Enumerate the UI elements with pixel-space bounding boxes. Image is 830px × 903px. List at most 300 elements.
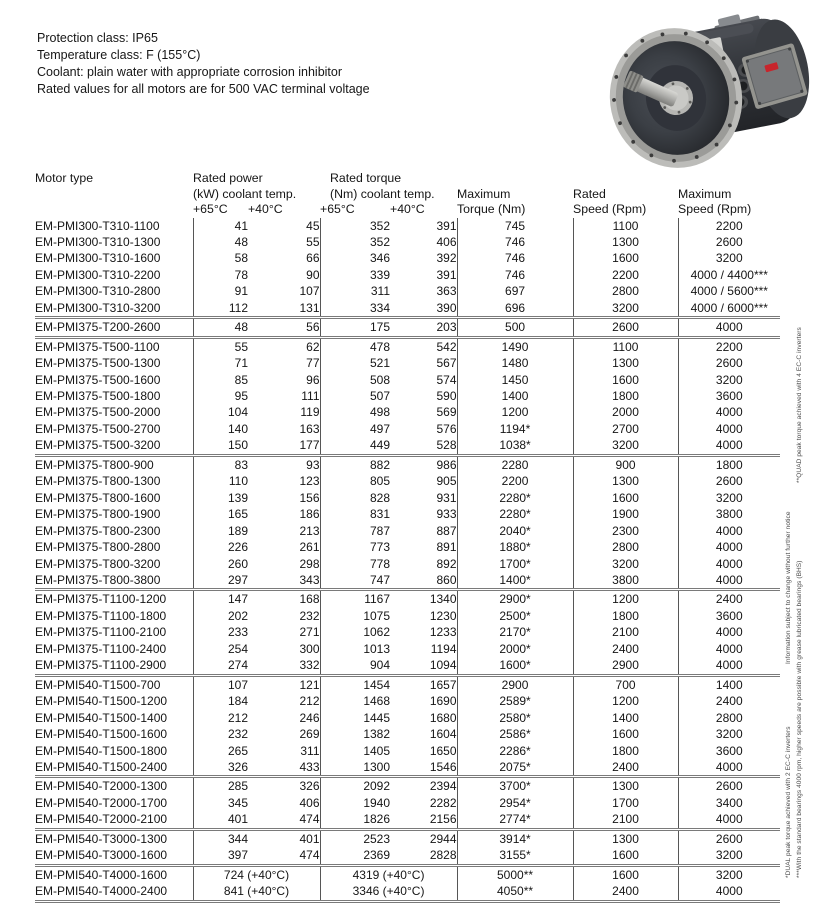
value-cell: 83 xyxy=(193,455,248,473)
header-max-speed-1: Maximum xyxy=(678,186,732,201)
value-cell: 724 (+40°C) xyxy=(193,865,320,883)
value-cell: 401 xyxy=(193,811,248,829)
value-cell: 391 xyxy=(436,267,457,282)
value-cell: 41 xyxy=(193,218,248,234)
value-cell: 4000 xyxy=(678,523,780,539)
value-cell: 1400 xyxy=(457,388,573,404)
value-cell: 746 xyxy=(457,250,573,266)
value-cell: 3600 xyxy=(678,608,780,624)
table-row xyxy=(35,218,780,234)
value-cell: 1600 xyxy=(573,865,678,883)
value-cell: 931 xyxy=(436,490,457,505)
motor-type-cell: EM-PMI375-T1100-1800 xyxy=(35,608,167,623)
value-cell: 904 xyxy=(320,657,390,675)
value-cell: 184 xyxy=(193,693,248,709)
header-rated-torque: Rated torque xyxy=(330,171,402,185)
table-row xyxy=(35,726,780,742)
motor-type-cell: EM-PMI375-T800-3200 xyxy=(35,556,161,571)
value-cell: 2900 xyxy=(573,657,678,675)
value-cell: 62 xyxy=(248,337,320,355)
value-cell: 326 xyxy=(193,759,248,777)
table-row xyxy=(35,883,780,901)
value-cell: 3800 xyxy=(573,572,678,590)
value-cell: 2400 xyxy=(678,693,780,709)
spec-table-body xyxy=(35,218,780,902)
value-cell: 297 xyxy=(193,572,248,590)
header-rated-speed-1: Rated xyxy=(573,186,606,201)
table-row xyxy=(35,795,780,811)
table-row xyxy=(35,865,780,883)
motor-type-cell: EM-PMI540-T1500-1400 xyxy=(35,710,168,725)
intro-block xyxy=(37,30,370,98)
value-cell: 91 xyxy=(193,283,248,299)
value-cell: 55 xyxy=(193,337,248,355)
value-cell: 1826 xyxy=(320,811,390,829)
value-cell: 3155* xyxy=(457,847,573,865)
value-cell: 260 xyxy=(193,556,248,572)
value-cell: 2586* xyxy=(457,726,573,742)
motor-type-cell: EM-PMI375-T800-2800 xyxy=(35,540,161,555)
table-row xyxy=(35,675,780,693)
value-cell: 85 xyxy=(193,372,248,388)
value-cell: 787 xyxy=(320,523,390,539)
value-cell: 1300 xyxy=(320,759,390,777)
value-cell: 2828 xyxy=(429,848,457,863)
value-cell: 2600 xyxy=(678,829,780,847)
value-cell: 4000 xyxy=(678,421,780,437)
table-row xyxy=(35,455,780,473)
table-row xyxy=(35,811,780,829)
value-cell: 2944 xyxy=(390,829,457,847)
value-cell: 391 xyxy=(436,218,457,233)
table-row xyxy=(35,355,780,371)
value-cell: 58 xyxy=(193,250,248,266)
value-cell: 1167 xyxy=(320,590,390,608)
value-cell: 163 xyxy=(299,421,320,436)
value-cell: 285 xyxy=(193,777,248,795)
table-row xyxy=(35,657,780,675)
value-cell: 4319 (+40°C) xyxy=(320,865,457,883)
motor-type-cell: EM-PMI540-T1500-1600 xyxy=(35,727,168,742)
value-cell: 4000 xyxy=(678,556,780,572)
value-cell: 107 xyxy=(299,284,320,299)
value-cell: 1300 xyxy=(573,355,678,371)
value-cell: 3600 xyxy=(678,743,780,759)
value-cell: 507 xyxy=(320,388,390,404)
value-cell: 569 xyxy=(436,405,457,420)
header-max-torque-2: Torque (Nm) xyxy=(457,202,526,216)
value-cell: 4000 xyxy=(678,883,780,901)
table-row xyxy=(35,710,780,726)
value-cell: 213 xyxy=(299,523,320,538)
value-cell: 860 xyxy=(436,573,457,588)
motor-type-cell: EM-PMI375-T1100-2900 xyxy=(35,658,167,673)
value-cell: 1454 xyxy=(320,675,390,693)
header-motor-type: Motor type xyxy=(35,171,94,185)
value-cell: 2040* xyxy=(457,523,573,539)
value-cell: 2200 xyxy=(573,267,678,283)
value-cell: 3200 xyxy=(573,437,678,455)
value-cell: 900 xyxy=(573,455,678,473)
value-cell: 746 xyxy=(457,267,573,283)
value-cell: 212 xyxy=(299,694,320,709)
value-cell: 392 xyxy=(436,251,457,266)
value-cell: 497 xyxy=(320,421,390,437)
table-row xyxy=(35,624,780,640)
table-row xyxy=(35,300,780,318)
value-cell: 2280* xyxy=(457,490,573,506)
value-cell: 1800 xyxy=(573,743,678,759)
value-cell: 4000 / 4400*** xyxy=(678,267,780,283)
value-cell: 78 xyxy=(193,267,248,283)
value-cell: 891 xyxy=(436,540,457,555)
value-cell: 1300 xyxy=(573,829,678,847)
value-cell: 2600 xyxy=(678,473,780,489)
header-power-40: +40°C xyxy=(248,202,283,216)
value-cell: 123 xyxy=(299,474,320,489)
value-cell: 233 xyxy=(193,624,248,640)
value-cell: 500 xyxy=(457,318,573,337)
value-cell: 1340 xyxy=(390,590,457,608)
header-rated-torque-sub: (Nm) coolant temp. xyxy=(330,186,435,201)
value-cell: 2092 xyxy=(320,777,390,795)
table-row xyxy=(35,608,780,624)
value-cell: 77 xyxy=(306,356,320,371)
footnote-bearings: ***With the standard bearings 4000 rpm, higher speeds are possible with grease lubricated bearings (BHS) xyxy=(796,560,803,878)
motor-type-cell: EM-PMI375-T800-2300 xyxy=(35,523,161,538)
value-cell: 2400 xyxy=(573,759,678,777)
value-cell: 449 xyxy=(320,437,390,455)
motor-type-cell: EM-PMI375-T800-900 xyxy=(35,455,193,473)
value-cell: 311 xyxy=(320,283,390,299)
value-cell: 119 xyxy=(300,405,320,420)
value-cell: 177 xyxy=(299,438,320,453)
table-row xyxy=(35,743,780,759)
value-cell: 3200 xyxy=(573,300,678,318)
value-cell: 48 xyxy=(193,318,248,337)
value-cell: 93 xyxy=(248,455,320,473)
table-row xyxy=(35,388,780,404)
value-cell: 406 xyxy=(436,234,457,249)
table-row xyxy=(35,693,780,709)
value-cell: 352 xyxy=(320,218,390,234)
footnote-dual: *DUAL peak torque achieved with 2 EC-C inverters xyxy=(785,726,792,878)
value-cell: 508 xyxy=(320,372,390,388)
value-cell: 474 xyxy=(299,848,320,863)
value-cell: 121 xyxy=(248,675,320,693)
value-cell: 104 xyxy=(193,404,248,420)
value-cell: 2900* xyxy=(457,590,573,608)
value-cell: 2282 xyxy=(429,795,457,810)
motor-type-cell: EM-PMI375-T1100-2400 xyxy=(35,641,167,656)
motor-type-cell: EM-PMI375-T200-2600 xyxy=(35,318,193,337)
value-cell: 4000 xyxy=(678,811,780,829)
spec-table-header xyxy=(35,171,780,218)
motor-type-cell: EM-PMI375-T500-2700 xyxy=(35,421,161,436)
value-cell: 1700 xyxy=(573,795,678,811)
value-cell: 1600 xyxy=(573,372,678,388)
value-cell: 3200 xyxy=(678,372,780,388)
value-cell: 4000 xyxy=(678,624,780,640)
value-cell: 3914* xyxy=(457,829,573,847)
value-cell: 1100 xyxy=(573,218,678,234)
value-cell: 521 xyxy=(320,355,390,371)
value-cell: 567 xyxy=(436,356,457,371)
motor-type-cell: EM-PMI375-T800-3800 xyxy=(35,573,161,588)
value-cell: 232 xyxy=(193,726,248,742)
motor-type-cell: EM-PMI375-T1100-2100 xyxy=(35,625,167,640)
value-cell: 3200 xyxy=(678,490,780,506)
value-cell: 139 xyxy=(193,490,248,506)
table-row xyxy=(35,250,780,266)
value-cell: 778 xyxy=(320,556,390,572)
motor-type-cell: EM-PMI375-T1100-1200 xyxy=(35,590,193,608)
value-cell: 2394 xyxy=(390,777,457,795)
value-cell: 110 xyxy=(193,473,248,489)
value-cell: 1382 xyxy=(320,726,390,742)
value-cell: 1013 xyxy=(320,641,390,657)
value-cell: 345 xyxy=(193,795,248,811)
value-cell: 3200 xyxy=(678,847,780,865)
value-cell: 175 xyxy=(320,318,390,337)
value-cell: 2156 xyxy=(429,812,457,827)
value-cell: 300 xyxy=(299,641,320,656)
motor-type-cell: EM-PMI540-T2000-1700 xyxy=(35,795,168,810)
value-cell: 168 xyxy=(248,590,320,608)
value-cell: 66 xyxy=(306,251,320,266)
table-row xyxy=(35,372,780,388)
value-cell: 298 xyxy=(299,556,320,571)
value-cell: 311 xyxy=(300,743,320,758)
value-cell: 1062 xyxy=(320,624,390,640)
table-row xyxy=(35,759,780,777)
value-cell: 697 xyxy=(457,283,573,299)
value-cell: 4000 xyxy=(678,539,780,555)
table-row xyxy=(35,572,780,590)
value-cell: 2280* xyxy=(457,506,573,522)
motor-type-cell: EM-PMI375-T800-1300 xyxy=(35,474,161,489)
value-cell: 2900 xyxy=(457,675,573,693)
table-row xyxy=(35,404,780,420)
value-cell: 107 xyxy=(193,675,248,693)
header-max-speed-2: Speed (Rpm) xyxy=(678,202,752,216)
value-cell: 1600 xyxy=(573,490,678,506)
motor-type-cell: EM-PMI375-T800-1600 xyxy=(35,490,161,505)
value-cell: 4000 xyxy=(678,572,780,590)
value-cell: 4000 xyxy=(678,641,780,657)
value-cell: 2523 xyxy=(320,829,390,847)
value-cell: 2286* xyxy=(457,743,573,759)
value-cell: 828 xyxy=(320,490,390,506)
value-cell: 1405 xyxy=(320,743,390,759)
intro-line-temperature: Temperature class: F (155°C) xyxy=(37,48,201,62)
value-cell: 933 xyxy=(436,507,457,522)
motor-type-cell: EM-PMI300-T310-1300 xyxy=(35,234,161,249)
value-cell: 71 xyxy=(193,355,248,371)
value-cell: 390 xyxy=(436,300,457,315)
value-cell: 147 xyxy=(193,590,248,608)
value-cell: 1600 xyxy=(573,847,678,865)
motor-type-cell: EM-PMI375-T500-1100 xyxy=(35,337,193,355)
value-cell: 254 xyxy=(193,641,248,657)
value-cell: 1657 xyxy=(390,675,457,693)
value-cell: 406 xyxy=(299,795,320,810)
value-cell: 1400* xyxy=(457,572,573,590)
table-row xyxy=(35,829,780,847)
value-cell: 3346 (+40°C) xyxy=(320,883,457,901)
value-cell: 96 xyxy=(306,372,320,387)
value-cell: 746 xyxy=(457,234,573,250)
value-cell: 265 xyxy=(193,743,248,759)
table-row xyxy=(35,641,780,657)
value-cell: 274 xyxy=(193,657,248,675)
value-cell: 4000 xyxy=(678,759,780,777)
value-cell: 3700* xyxy=(457,777,573,795)
value-cell: 55 xyxy=(306,234,320,249)
value-cell: 326 xyxy=(248,777,320,795)
value-cell: 3200 xyxy=(678,865,780,883)
value-cell: 4000 / 5600*** xyxy=(678,283,780,299)
value-cell: 56 xyxy=(248,318,320,337)
header-rated-power: Rated power xyxy=(193,171,263,185)
value-cell: 747 xyxy=(320,572,390,590)
value-cell: 773 xyxy=(320,539,390,555)
value-cell: 189 xyxy=(193,523,248,539)
motor-type-cell: EM-PMI375-T800-1900 xyxy=(35,507,161,522)
value-cell: 2100 xyxy=(573,811,678,829)
motor-photo xyxy=(600,8,826,170)
motor-type-cell: EM-PMI375-T500-2000 xyxy=(35,405,161,420)
motor-type-cell: EM-PMI300-T310-1600 xyxy=(35,251,161,266)
value-cell: 202 xyxy=(193,608,248,624)
value-cell: 3400 xyxy=(678,795,780,811)
value-cell: 1400 xyxy=(573,710,678,726)
value-cell: 212 xyxy=(193,710,248,726)
value-cell: 1300 xyxy=(573,777,678,795)
value-cell: 478 xyxy=(320,337,390,355)
value-cell: 3200 xyxy=(678,250,780,266)
value-cell: 343 xyxy=(299,573,320,588)
table-row xyxy=(35,267,780,283)
value-cell: 5000** xyxy=(457,865,573,883)
table-row xyxy=(35,556,780,572)
value-cell: 140 xyxy=(193,421,248,437)
value-cell: 131 xyxy=(299,300,320,315)
motor-type-cell: EM-PMI540-T3000-1600 xyxy=(35,848,168,863)
value-cell: 805 xyxy=(320,473,390,489)
motor-type-cell: EM-PMI540-T2000-2100 xyxy=(35,812,168,827)
table-row xyxy=(35,283,780,299)
value-cell: 700 xyxy=(573,675,678,693)
motor-type-cell: EM-PMI375-T500-1800 xyxy=(35,389,161,404)
value-cell: 1200 xyxy=(457,404,573,420)
value-cell: 48 xyxy=(193,234,248,250)
value-cell: 1600 xyxy=(573,726,678,742)
table-row xyxy=(35,539,780,555)
value-cell: 4000 xyxy=(678,437,780,455)
table-row xyxy=(35,337,780,355)
value-cell: 882 xyxy=(320,455,390,473)
value-cell: 892 xyxy=(436,556,457,571)
value-cell: 1900 xyxy=(573,506,678,522)
motor-type-cell: EM-PMI540-T3000-1300 xyxy=(35,829,193,847)
value-cell: 1075 xyxy=(320,608,390,624)
value-cell: 1094 xyxy=(429,658,457,673)
value-cell: 696 xyxy=(457,300,573,318)
table-row xyxy=(35,421,780,437)
value-cell: 590 xyxy=(436,389,457,404)
value-cell: 1300 xyxy=(573,473,678,489)
value-cell: 2700 xyxy=(573,421,678,437)
value-cell: 1600 xyxy=(573,250,678,266)
value-cell: 474 xyxy=(299,812,320,827)
value-cell: 344 xyxy=(193,829,248,847)
value-cell: 2774* xyxy=(457,811,573,829)
value-cell: 1300 xyxy=(573,234,678,250)
value-cell: 246 xyxy=(299,710,320,725)
header-torque-65: +65°C xyxy=(320,202,355,216)
value-cell: 1690 xyxy=(429,694,457,709)
table-row xyxy=(35,234,780,250)
value-cell: 352 xyxy=(320,234,390,250)
value-cell: 3800 xyxy=(678,506,780,522)
value-cell: 3200 xyxy=(678,726,780,742)
value-cell: 2800 xyxy=(573,539,678,555)
footnote-info: Information subject to change without further notice xyxy=(785,511,792,664)
intro-line-coolant: Coolant: plain water with appropriate corrosion inhibitor xyxy=(37,65,343,79)
value-cell: 1490 xyxy=(457,337,573,355)
value-cell: 4000 xyxy=(678,657,780,675)
value-cell: 3200 xyxy=(573,556,678,572)
table-row xyxy=(35,490,780,506)
value-cell: 90 xyxy=(306,267,320,282)
motor-type-cell: EM-PMI375-T500-3200 xyxy=(35,438,161,453)
value-cell: 334 xyxy=(320,300,390,318)
value-cell: 2100 xyxy=(573,624,678,640)
motor-type-cell: EM-PMI300-T310-2200 xyxy=(35,267,161,282)
value-cell: 905 xyxy=(436,474,457,489)
value-cell: 745 xyxy=(457,218,573,234)
value-cell: 2600 xyxy=(678,234,780,250)
motor-type-cell: EM-PMI375-T500-1300 xyxy=(35,356,161,371)
motor-type-cell: EM-PMI300-T310-2800 xyxy=(35,284,161,299)
value-cell: 1230 xyxy=(429,608,457,623)
value-cell: 887 xyxy=(436,523,457,538)
motor-type-cell: EM-PMI375-T500-1600 xyxy=(35,372,161,387)
value-cell: 2200 xyxy=(457,473,573,489)
value-cell: 1194* xyxy=(457,421,573,437)
spec-table xyxy=(35,171,780,903)
value-cell: 2600 xyxy=(678,777,780,795)
value-cell: 332 xyxy=(299,658,320,673)
value-cell: 1800 xyxy=(573,608,678,624)
value-cell: 401 xyxy=(248,829,320,847)
value-cell: 1546 xyxy=(429,760,457,774)
value-cell: 986 xyxy=(390,455,457,473)
value-cell: 156 xyxy=(299,490,320,505)
value-cell: 1800 xyxy=(678,455,780,473)
header-max-torque-1: Maximum xyxy=(457,186,511,201)
table-row xyxy=(35,777,780,795)
value-cell: 1450 xyxy=(457,372,573,388)
intro-line-protection: Protection class: IP65 xyxy=(37,31,158,45)
value-cell: 498 xyxy=(320,404,390,420)
value-cell: 1880* xyxy=(457,539,573,555)
table-row xyxy=(35,523,780,539)
table-row xyxy=(35,473,780,489)
value-cell: 1800 xyxy=(573,388,678,404)
value-cell: 1480 xyxy=(457,355,573,371)
